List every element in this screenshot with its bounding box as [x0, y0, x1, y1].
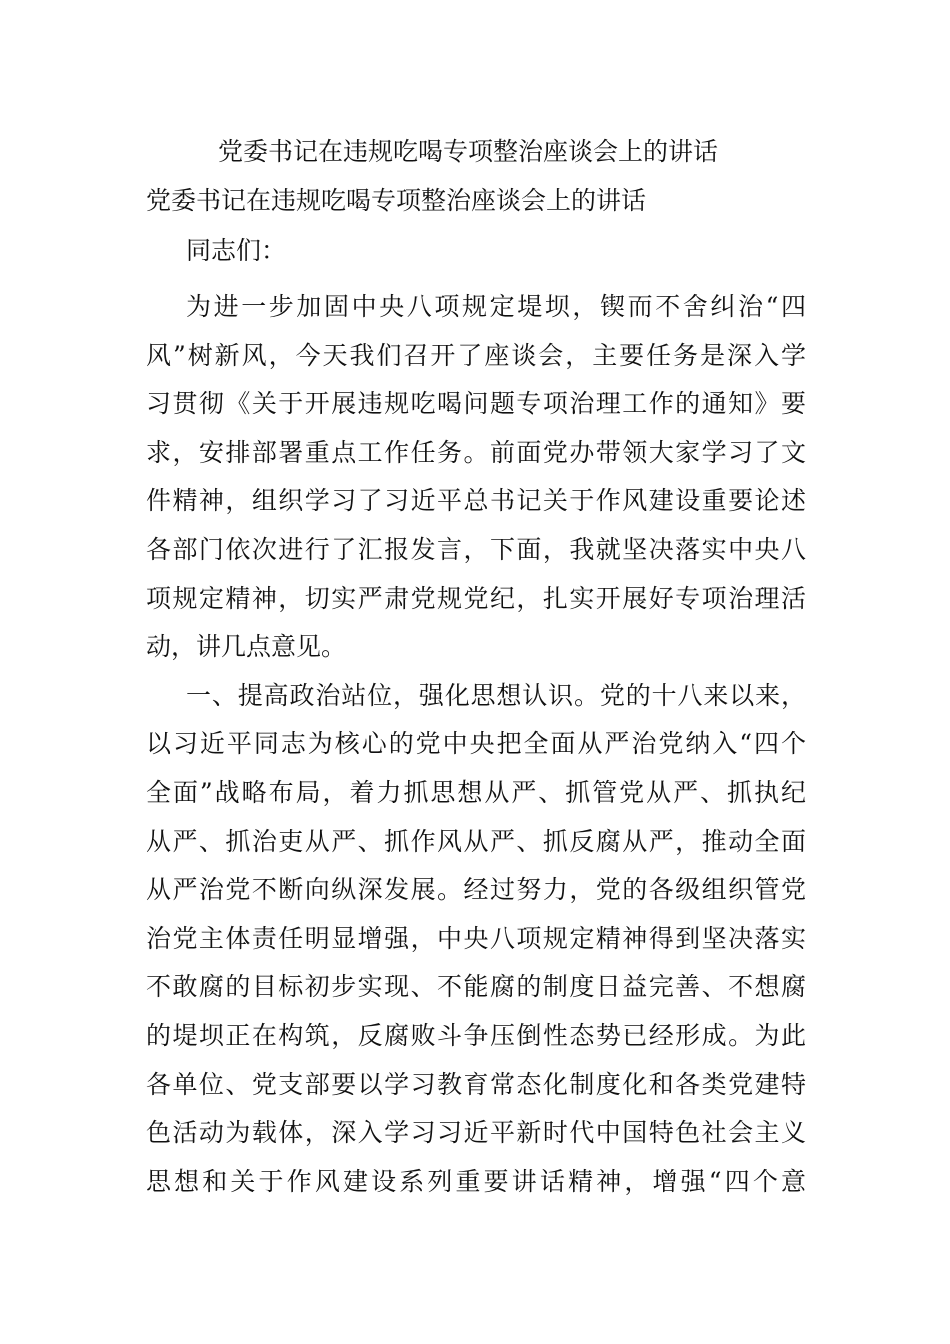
speech-body [146, 283, 806, 1206]
body-line: 治党主体责任明显增强，中央八项规定精神得到坚决落实 [146, 923, 806, 953]
body-line: 为进一步加固中央八项规定堤坝，锲而不舍纠治“四 [186, 292, 806, 321]
body-line: 从严、抓治吏从严、抓作风从严、抓反腐从严，推动全面 [146, 826, 806, 856]
body-line: 各部门依次进行了汇报发言，下面，我就坚决落实中央八 [146, 534, 806, 564]
body-line: 从严治党不断向纵深发展。经过努力，党的各级组织管党 [146, 875, 806, 905]
body-line: 项规定精神，切实严肃党规党纪，扎实开展好专项治理活 [146, 583, 806, 613]
body-line: 求，安排部署重点工作任务。前面党办带领大家学习了文 [146, 437, 806, 467]
body-line: 色活动为载体，深入学习习近平新时代中国特色社会主义 [146, 1118, 806, 1148]
body-line: 风”树新风，今天我们召开了座谈会，主要任务是深入学 [146, 340, 806, 370]
body-line: 全面”战略布局，着力抓思想从严、抓管党从严、抓执纪 [146, 777, 806, 807]
body-line: 的堤坝正在构筑，反腐败斗争压倒性态势已经形成。为此 [146, 1020, 806, 1050]
document-title: 党委书记在违规吃喝专项整治座谈会上的讲话 [218, 137, 719, 166]
body-line: 习贯彻《关于开展违规吃喝问题专项治理工作的通知》要 [146, 389, 806, 419]
body-line: 件精神，组织学习了习近平总书记关于作风建设重要论述 [146, 486, 806, 516]
greeting: 同志们： [186, 236, 287, 265]
body-line: 各单位、党支部要以学习教育常态化制度化和各类党建特 [146, 1069, 806, 1099]
body-line: 一、提高政治站位，强化思想认识。党的十八来以来， [186, 680, 806, 710]
body-line: 思想和关于作风建设系列重要讲话精神，增强“四个意 [146, 1166, 806, 1196]
body-line: 不敢腐的目标初步实现、不能腐的制度日益完善、不想腐 [146, 972, 806, 1002]
body-line: 以习近平同志为核心的党中央把全面从严治党纳入“四个 [146, 729, 806, 759]
body-line: 动，讲几点意见。 [146, 632, 347, 662]
document-subtitle: 党委书记在违规吃喝专项整治座谈会上的讲话 [146, 186, 647, 215]
